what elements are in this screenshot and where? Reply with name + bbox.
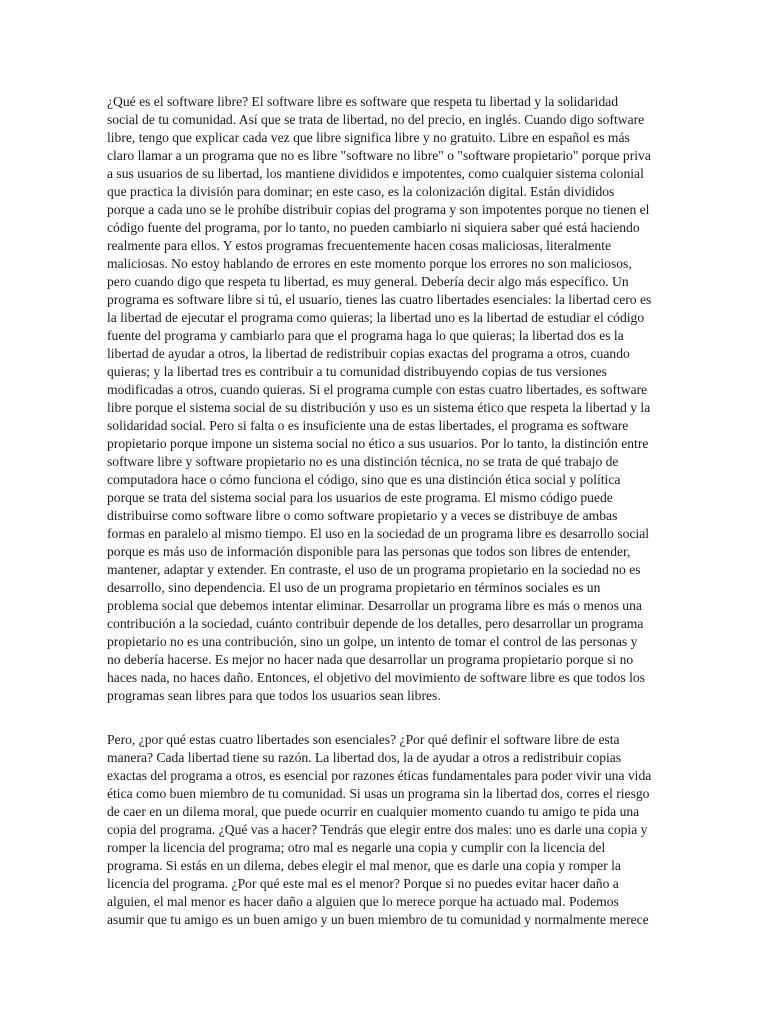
text-line: formas en paralelo al mismo tiempo. El uso en la sociedad de un programa libre es desarrollo social bbox=[107, 526, 650, 541]
text-line: desarrollo, sino dependencia. El uso de un programa propietario en términos sociales es un bbox=[107, 580, 601, 595]
text-line: asumir que tu amigo es un buen amigo y un buen miembro de tu comunidad y normalmente merece bbox=[107, 912, 649, 927]
text-line: que practica la división para dominar; en este caso, es la colonización digital. Están divididos bbox=[107, 184, 615, 199]
text-line: la libertad de ejecutar el programa como quieras; la libertad uno es la libertad de estudiar el código bbox=[107, 310, 645, 325]
text-line: realmente para ellos. Y estos programas frecuentemente hacen cosas maliciosas, literalmente bbox=[107, 238, 612, 253]
text-line: programa es software libre si tú, el usuario, tienes las cuatro libertades esenciales: la libertad cero es bbox=[107, 292, 652, 307]
text-line: a sus usuarios de su libertad, los mantiene divididos e impotentes, como cualquier sistema colonial bbox=[107, 166, 644, 181]
text-line: porque a cada uno se le prohíbe distribuir copias del programa y son impotentes porque no tienen el bbox=[107, 202, 650, 217]
text-line: social de tu comunidad. Así que se trata de libertad, no del precio, en inglés. Cuando digo software bbox=[107, 112, 645, 127]
text-line: porque se trata del sistema social para los usuarios de este programa. El mismo código puede bbox=[107, 490, 613, 505]
paragraph-free-software-definition bbox=[107, 93, 659, 705]
text-line: de caer en un dilema moral, que puede ocurrir en cualquier momento cuando tu amigo te pida una bbox=[107, 804, 640, 819]
text-line: modificadas a otros, cuando quieras. Si el programa cumple con estas cuatro libertades, es software bbox=[107, 382, 648, 397]
text-line: licencia del programa. ¿Por qué este mal es el menor? Porque si no puedes evitar hacer daño a bbox=[107, 876, 619, 891]
text-line: quieras; y la libertad tres es contribuir a tu comunidad distribuyendo copias de tus versiones bbox=[107, 364, 607, 379]
text-line: solidaridad social. Pero si falta o es insuficiente una de estas libertades, el programa es software bbox=[107, 418, 629, 433]
text-line: contribución a la sociedad, cuánto contribuir depende de los detalles, pero desarrollar un programa bbox=[107, 616, 644, 631]
text-line: maliciosas. No estoy hablando de errores en este momento porque los errores no son maliciosos, bbox=[107, 256, 632, 271]
text-line: software libre y software propietario no es una distinción técnica, no se trata de qué trabajo de bbox=[107, 454, 619, 469]
text-line: manera? Cada libertad tiene su razón. La libertad dos, la de ayudar a otros a redistribuir copias bbox=[107, 750, 622, 765]
text-line: programa. Si estás en un dilema, debes elegir el mal menor, que es darle una copia y romper la bbox=[107, 858, 621, 873]
text-line: pero cuando digo que respeta tu libertad, es muy general. Debería decir algo más específico. Un bbox=[107, 274, 629, 289]
text-line: problema social que debemos intentar eliminar. Desarrollar un programa libre es más o menos una bbox=[107, 598, 642, 613]
text-line: ética como buen miembro de tu comunidad. Si usas un programa sin la libertad dos, corres el riesgo bbox=[107, 786, 650, 801]
text-line: programas sean libres para que todos los usuarios sean libres. bbox=[107, 688, 441, 703]
text-line: libertad de ayudar a otros, la libertad de redistribuir copias exactas del programa a otros, cuando bbox=[107, 346, 630, 361]
text-line: romper la licencia del programa; otro mal es negarle una copia y cumplir con la licencia del bbox=[107, 840, 606, 855]
text-line: exactas del programa a otros, es esencial por razones éticas fundamentales para poder vivir una vida bbox=[107, 768, 652, 783]
text-line: Pero, ¿por qué estas cuatro libertades son esenciales? ¿Por qué definir el software libre de esta bbox=[107, 732, 620, 747]
text-line: fuente del programa y cambiarlo para que el programa haga lo que quieras; la libertad dos es la bbox=[107, 328, 624, 343]
paragraph-four-freedoms bbox=[107, 731, 659, 929]
text-line: computadora hace o cómo funciona el código, sino que es una distinción ética social y política bbox=[107, 472, 621, 487]
text-line: código fuente del programa, por lo tanto, no pueden cambiarlo ni siquiera saber qué está haciendo bbox=[107, 220, 640, 235]
text-line: ¿Qué es el software libre? El software libre es software que respeta tu libertad y la solidaridad bbox=[107, 94, 619, 109]
text-line: copia del programa. ¿Qué vas a hacer? Tendrás que elegir entre dos males: uno es darle una copia y bbox=[107, 822, 648, 837]
text-line: no debería hacerse. Es mejor no hacer nada que desarrollar un programa propietario porque si no bbox=[107, 652, 634, 667]
text-line: libre, tengo que explicar cada vez que libre significa libre y no gratuito. Libre en español es más bbox=[107, 130, 630, 145]
text-line: distribuirse como software libre o como software propietario y a veces se distribuye de ambas bbox=[107, 508, 618, 523]
text-line: mantener, adaptar y extender. En contraste, el uso de un programa propietario en la sociedad no es bbox=[107, 562, 641, 577]
text-line: propietario no es una contribución, sino un golpe, un intento de tomar el control de las personas y bbox=[107, 634, 638, 649]
text-line: porque es más uso de información disponible para las personas que todos son libres de entender, bbox=[107, 544, 631, 559]
text-line: claro llamar a un programa que no es libre "software no libre" o "software propietario" porque priva bbox=[107, 148, 651, 163]
text-line: haces nada, no haces daño. Entonces, el objetivo del movimiento de software libre es que todos los bbox=[107, 670, 645, 685]
text-line: propietario porque impone un sistema social no ético a sus usuarios. Por lo tanto, la distinción entre bbox=[107, 436, 649, 451]
text-line: libre porque el sistema social de su distribución y uso es un sistema ético que respeta la libertad y la bbox=[107, 400, 651, 415]
text-line: alguien, el mal menor es hacer daño a alguien que lo merece porque ha actuado mal. Podemos bbox=[107, 894, 619, 909]
